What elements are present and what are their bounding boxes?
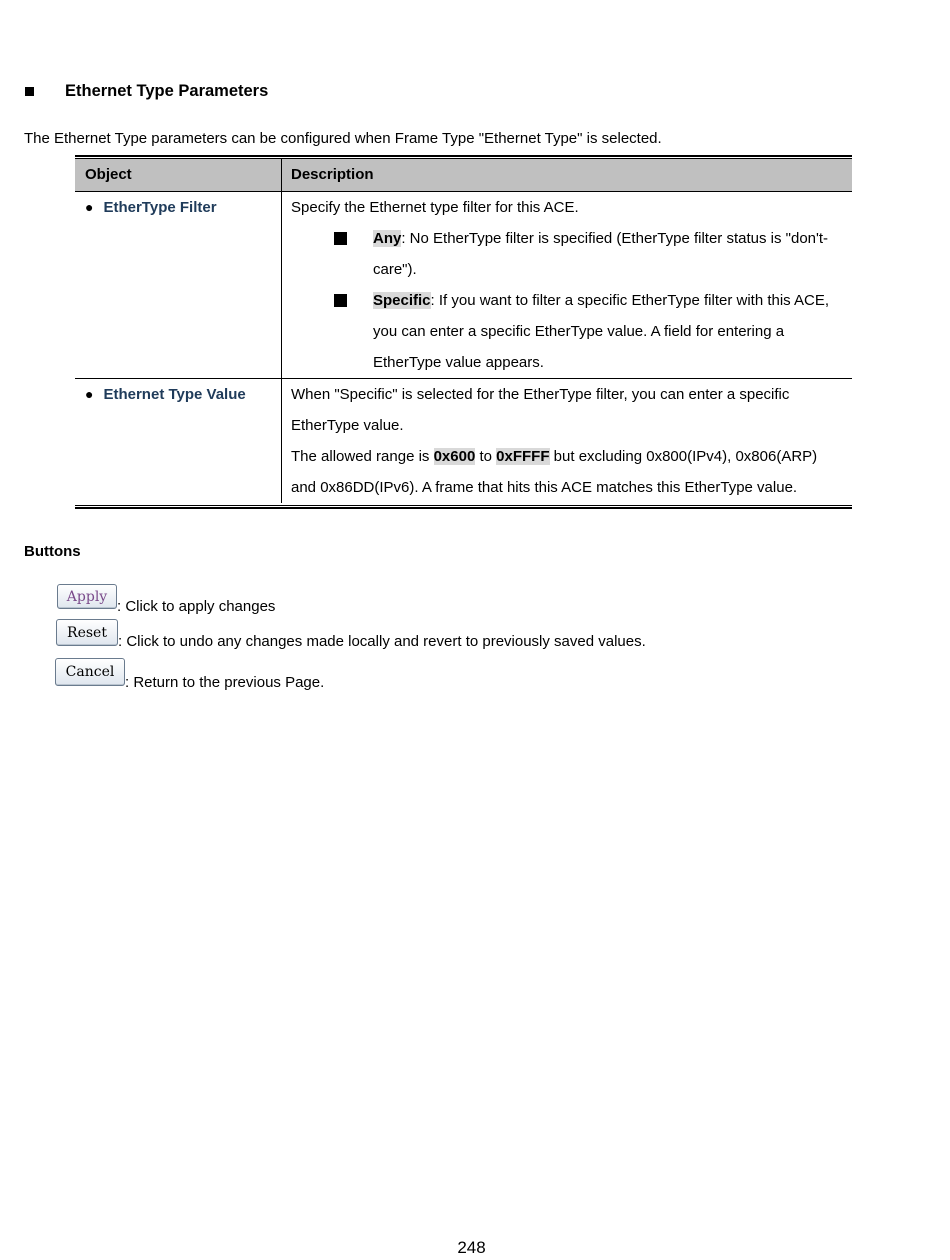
option-term: Any bbox=[373, 230, 402, 247]
bullet-icon: ● bbox=[85, 199, 94, 215]
section-intro: The Ethernet Type parameters can be configured when Frame Type "Ethernet Type" is selected. bbox=[24, 130, 662, 147]
apply-button[interactable]: Apply bbox=[57, 584, 117, 609]
cancel-desc: : Return to the previous Page. bbox=[125, 674, 325, 691]
option-text: : If you want to filter a specific EtherType filter with this ACE, you can enter a specific EtherType value. A field for entering a EtherType value appears. bbox=[373, 292, 830, 371]
bullet-icon: ● bbox=[85, 386, 94, 402]
section-title: Ethernet Type Parameters bbox=[65, 82, 269, 100]
square-bullet-icon bbox=[334, 294, 347, 307]
header-description: Description bbox=[291, 166, 374, 183]
square-bullet-icon bbox=[334, 232, 347, 245]
table-row bbox=[75, 378, 852, 503]
parameters-table bbox=[75, 155, 852, 509]
reset-button[interactable]: Reset bbox=[56, 619, 118, 646]
table-row bbox=[75, 192, 852, 378]
option-specific bbox=[291, 285, 844, 378]
description-range: The allowed range is 0x600 to 0xFFFF but excluding 0x800(IPv4), 0x806(ARP) and 0x86DD(IPv6). A frame that hits this ACE matches this EtherType value. bbox=[291, 448, 818, 496]
reset-line bbox=[56, 619, 646, 650]
section-heading bbox=[25, 82, 268, 101]
square-bullet-icon bbox=[25, 87, 34, 96]
option-term: Specific bbox=[373, 292, 431, 309]
apply-line bbox=[57, 584, 276, 615]
reset-desc: : Click to undo any changes made locally and revert to previously saved values. bbox=[118, 633, 646, 650]
option-any bbox=[291, 223, 844, 285]
cancel-button[interactable]: Cancel bbox=[55, 658, 125, 686]
apply-desc: : Click to apply changes bbox=[117, 598, 276, 615]
description-text: Specify the Ethernet type filter for this ACE. bbox=[291, 199, 579, 216]
page-number: 248 bbox=[457, 1238, 486, 1257]
description-text: When "Specific" is selected for the EtherType filter, you can enter a specific EtherType value. bbox=[291, 386, 790, 434]
header-object: Object bbox=[75, 159, 282, 191]
range-max: 0xFFFF bbox=[496, 448, 550, 465]
table-header bbox=[75, 159, 852, 192]
cancel-line bbox=[55, 658, 325, 691]
option-text: : No EtherType filter is specified (EtherType filter status is "don't-care"). bbox=[373, 230, 829, 278]
object-ethernet-type-value: ● Ethernet Type Value bbox=[85, 379, 281, 410]
object-ethertype-filter: ● EtherType Filter bbox=[85, 192, 281, 223]
range-min: 0x600 bbox=[433, 448, 476, 465]
buttons-heading: Buttons bbox=[24, 543, 81, 560]
